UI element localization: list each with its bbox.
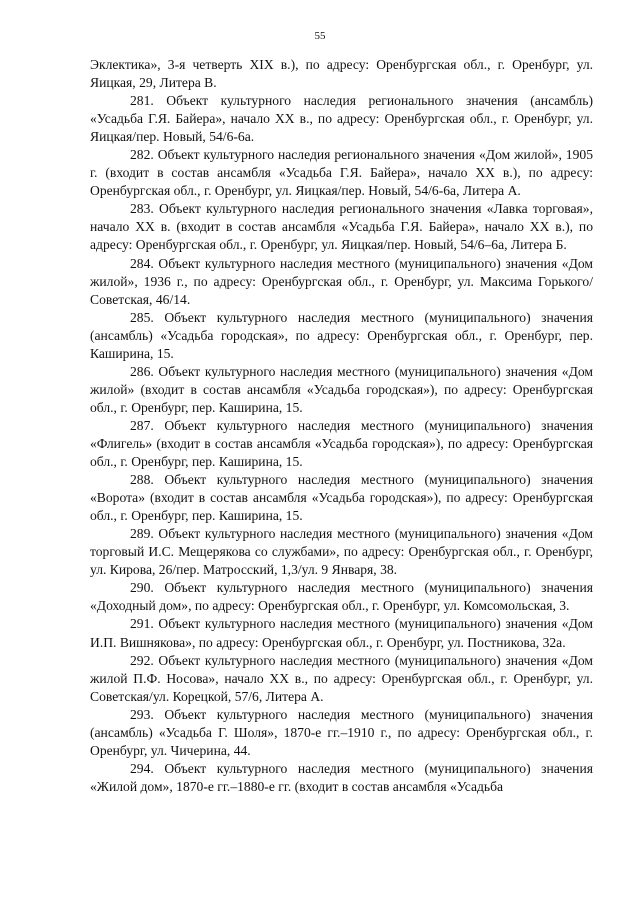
entry-291: 291. Объект культурного наследия местного (муниципального) значения «Дом И.П. Вишнякова», по адресу: Оренбургская обл., г. Оренбург, ул. Постникова, 32а. [90, 616, 593, 650]
document-body [90, 56, 593, 796]
entry-286: 286. Объект культурного наследия местного (муниципального) значения «Дом жилой» (входит в состав ансамбля «Усадьба городская»), по адресу: Оренбургская обл., г. Оренбург, пер. Каширина, 15. [90, 363, 593, 415]
entry-292: 292. Объект культурного наследия местного (муниципального) значения «Дом жилой П.Ф. Носова», начало XX в., по адресу: Оренбургская обл., г. Оренбург, ул. Советская/ул. Корецкой, 57/6, Литера А. [90, 652, 593, 704]
entry-283: 283. Объект культурного наследия регионального значения «Лавка торговая», начало XX в. (входит в состав ансамбля «Усадьба Г.Я. Байера», начало XX в.), по адресу: Оренбургская обл., г. Оренбург, ул. Яицкая/пер. Новый, 54/6–6а, Литера Б. [90, 201, 593, 253]
entry-287: 287. Объект культурного наследия местного (муниципального) значения «Флигель» (входит в состав ансамбля «Усадьба городская»), по адресу: Оренбургская обл., г. Оренбург, пер. Каширина, 15. [90, 417, 593, 470]
entry-281: 281. Объект культурного наследия регионального значения (ансамбль) «Усадьба Г.Я. Байера», начало XX в., по адресу: Оренбургская обл., г. Оренбург, ул. Яицкая/пер. Новый, 54/6-6а. [90, 93, 593, 145]
continuation-paragraph: Эклектика», 3-я четверть XIX в.), по адресу: Оренбургская обл., г. Оренбург, ул. Яицкая, 29, Литера В. [90, 57, 593, 91]
entry-282: 282. Объект культурного наследия регионального значения «Дом жилой», 1905 г. (входит в состав ансамбля «Усадьба Г.Я. Байера», начало XX в.), по адресу: Оренбургская обл., г. Оренбург, ул. Яицкая/пер. Новый, 54/6-6а, Литера А. [90, 147, 593, 199]
entry-284: 284. Объект культурного наследия местного (муниципального) значения «Дом жилой», 1936 г., по адресу: Оренбургская обл., г. Оренбург, ул. Максима Горького/Советская, 46/14. [90, 255, 593, 307]
entry-288: 288. Объект культурного наследия местного (муниципального) значения «Ворота» (входит в состав ансамбля «Усадьба городская»), по адресу: Оренбургская обл., г. Оренбург, пер. Каширина, 15. [90, 472, 593, 524]
entry-285: 285. Объект культурного наследия местного (муниципального) значения (ансамбль) «Усадьба городская», по адресу: Оренбургская обл., г. Оренбург, пер. Каширина, 15. [90, 309, 593, 361]
entry-293: 293. Объект культурного наследия местного (муниципального) значения (ансамбль) «Усадьба Г. Шоля», 1870-е гг.–1910 г., по адресу: Оренбургская обл., г. Оренбург, ул. Чичерина, 44. [90, 706, 593, 758]
entry-289: 289. Объект культурного наследия местного (муниципального) значения «Дом торговый И.С. Мещерякова со службами», по адресу: Оренбургская обл., г. Оренбург, ул. Кирова, 26/пер. Матросский, 1,3/ул. 9 Января, 38. [90, 526, 593, 578]
page-number: 55 [314, 30, 326, 42]
entry-294: 294. Объект культурного наследия местного (муниципального) значения «Жилой дом», 1870-е гг.–1880-е гг. (входит в состав ансамбля «Усадьба [90, 760, 593, 794]
entry-290: 290. Объект культурного наследия местного (муниципального) значения «Доходный дом», по адресу: Оренбургская обл., г. Оренбург, ул. Комсомольская, 3. [90, 580, 593, 614]
